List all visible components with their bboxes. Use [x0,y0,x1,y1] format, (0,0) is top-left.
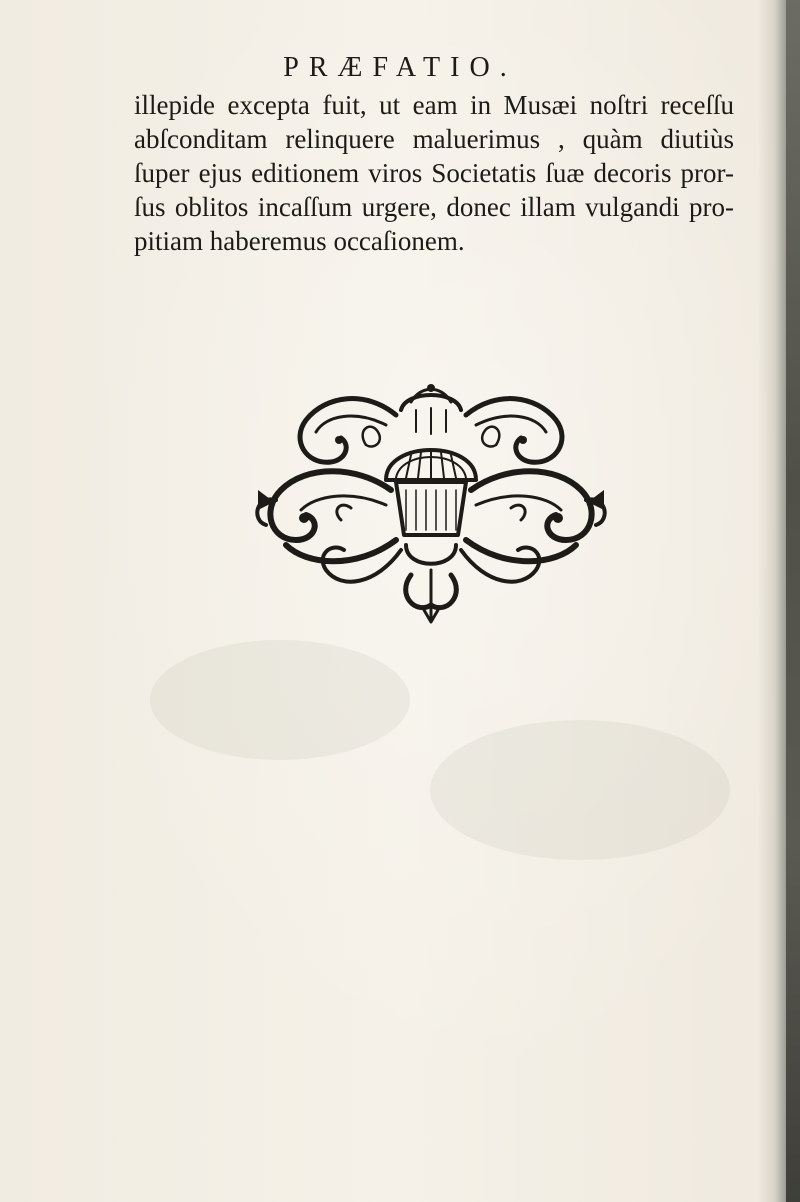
text-line-4: ſus oblitos incaſſum urgere, donec illam vulgandi pro- [134,192,734,222]
text-line-3: ſuper ejus editionem viros Societatis ſuæ decoris pror- [134,158,734,188]
paper-stain [430,720,730,860]
body-text [134,88,734,258]
paper-stain [150,640,410,760]
text-line-2: abſconditam relinquere maluerimus , quàm diutiùs [134,124,734,154]
text-line-5: pitiam haberemus occaſionem. [134,226,465,256]
binding-shadow [786,0,800,1202]
page-header: PRÆFATIO. [283,52,517,83]
text-line-1: illepide excepta fuit, ut eam in Musæi noſtri receſſu [134,90,734,120]
baroque-tailpiece-ornament-icon [246,370,616,630]
